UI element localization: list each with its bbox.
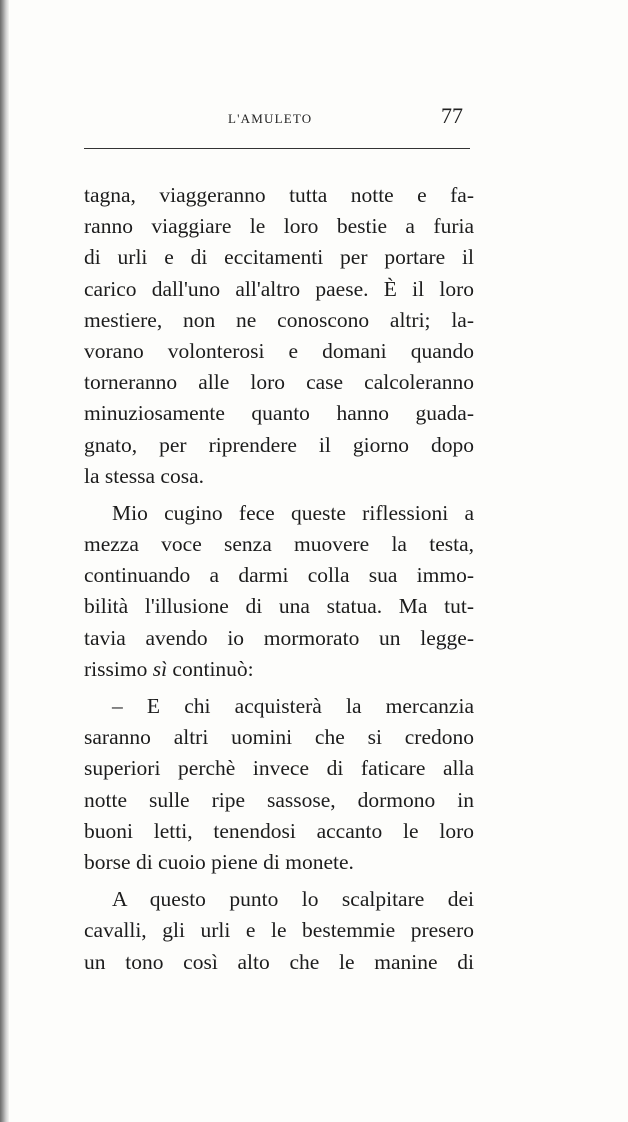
text-line: la stessa cosa. [84,463,205,488]
running-title: L'AMULETO [228,111,313,126]
text-line: borse di cuoio piene di monete. [84,849,354,874]
text-line: tagna, viaggeranno tutta notte e fa- [84,183,474,207]
text-line: saranno altri uomini che si credono [84,725,474,750]
italic-word: sì [152,656,168,681]
text-line: ranno viaggiare le loro bestie a furia [84,214,474,239]
paragraph [84,691,474,878]
text-line: notte sulle ripe sassose, dormono in [84,787,474,812]
text-line: vorano volonterosi e domani quando [84,338,474,363]
text-line: superiori perchè invece di faticare alla [84,756,474,781]
text-line: torneranno alle loro case calcoleranno [84,370,474,395]
text-line: gnato, per riprendere il giorno dopo [84,432,474,457]
header-rule [84,148,470,149]
text-fragment: rissimo [84,656,148,681]
text-line: mestiere, non ne conoscono altri; la- [84,307,474,332]
paragraph [84,884,474,978]
paragraph [84,498,474,685]
body-text [84,180,474,978]
text-line: minuziosamente quanto hanno guada- [84,401,474,426]
page-spine-shadow [0,0,9,1122]
text-line: continuando a darmi colla sua immo- [84,563,474,588]
text-line [84,654,474,685]
text-line: cavalli, gli urli e le bestemmie presero [84,918,474,943]
paragraph [84,180,474,492]
text-line: A questo punto lo scalpitare dei [112,887,474,912]
page-number: 77 [441,103,463,128]
text-line: – E chi acquisterà la mercanzia [112,694,474,718]
text-line: bilità l'illusione di una statua. Ma tut- [84,594,474,619]
text-line: carico dall'uno all'altro paese. È il loro [84,276,474,301]
text-line: mezza voce senza muovere la testa, [84,532,474,557]
text-fragment: continuò: [172,656,254,681]
text-line: un tono così alto che le manine di [84,949,474,974]
text-line: Mio cugino fece queste riflessioni a [112,500,474,525]
text-line: di urli e di eccitamenti per portare il [84,245,474,270]
text-line: tavia avendo io mormorato un legge- [84,625,474,650]
text-line: buoni letti, tenendosi accanto le loro [84,818,474,843]
